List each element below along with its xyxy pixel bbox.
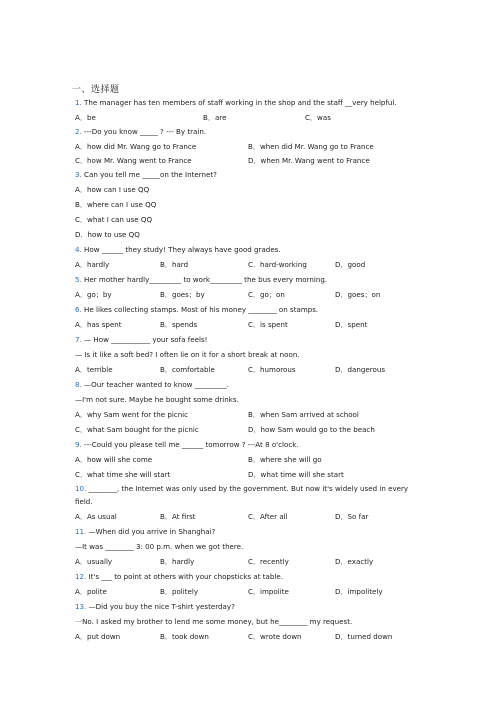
question-number: 6. [75, 305, 82, 314]
question-stem: ---Do you know _____ ? --- By train. [84, 127, 207, 136]
question-number: 3. [75, 170, 82, 179]
option-d[interactable]: D．how to use QQ [75, 230, 140, 239]
option-b[interactable]: B．spends [160, 320, 198, 329]
section-title: 一、选择题 [72, 85, 120, 95]
question-number: 12. [75, 572, 87, 581]
option-b[interactable]: B．when Sam arrived at school [248, 410, 359, 419]
question-stem: He likes collecting stamps. Most of his money ________ on stamps. [84, 305, 319, 314]
option-a[interactable]: A．how can I use QQ [75, 185, 150, 194]
question-number: 7. [75, 335, 82, 344]
option-b[interactable]: B．At first [160, 512, 196, 521]
question-number: 1. [75, 98, 82, 107]
option-d[interactable]: D．impolitely [335, 587, 383, 596]
option-a[interactable]: A．how will she come [75, 455, 153, 464]
question-4 [75, 245, 281, 255]
question-number: 5. [75, 275, 82, 284]
question-stem: —Did you buy the nice T-shirt yesterday? [88, 602, 235, 611]
option-a[interactable]: A．why Sam went for the picnic [75, 410, 189, 419]
question-11 [75, 527, 215, 537]
option-b[interactable]: B．comfortable [160, 365, 215, 374]
option-d[interactable]: D．when Mr. Wang went to France [248, 156, 370, 165]
question-stem: Her mother hardly_________ to work_________ the bus every morning. [84, 275, 328, 284]
question-13-reply: 一No. I asked my brother to lend me some money, but he________ my request. [75, 617, 353, 626]
question-stem: ________, the Internet was only used by the government. But now it's widely used in every field. [75, 484, 409, 506]
question-stem: —Our teacher wanted to know _________. [84, 380, 229, 389]
question-stem: Can you tell me _____on the Internet? [84, 170, 217, 179]
question-stem: —When did you arrive in Shanghai? [88, 527, 216, 536]
option-c[interactable]: C．After all [248, 512, 288, 521]
option-a[interactable]: A．usually [75, 557, 113, 566]
option-d[interactable]: D．dangerous [335, 365, 386, 374]
option-b[interactable]: B．are [203, 113, 227, 122]
question-2 [75, 127, 206, 137]
option-b[interactable]: B．hard [160, 260, 189, 269]
option-c[interactable]: C．wrote down [248, 632, 302, 641]
question-number: 13. [75, 602, 87, 611]
question-8-reply: —I'm not sure. Maybe he bought some drinks. [75, 395, 239, 404]
option-a[interactable]: A．As usual [75, 512, 117, 521]
question-stem: It's ___ to point at others with your chopsticks at table. [88, 572, 283, 581]
question-13 [75, 602, 235, 612]
option-c[interactable]: C．humorous [248, 365, 296, 374]
question-7 [75, 335, 207, 345]
option-c[interactable]: C．is spent [248, 320, 288, 329]
option-d[interactable]: D．turned down [335, 632, 393, 641]
question-number: 2. [75, 127, 82, 136]
question-stem: How ______ they study! They always have good grades. [84, 245, 281, 254]
question-5 [75, 275, 327, 285]
option-d[interactable]: D．what time will she start [248, 470, 344, 479]
option-d[interactable]: D．goes；on [335, 290, 381, 299]
option-d[interactable]: D．So far [335, 512, 369, 521]
option-a[interactable]: A．has spent [75, 320, 122, 329]
question-number: 11. [75, 527, 87, 536]
question-number: 8. [75, 380, 82, 389]
option-a[interactable]: A．be [75, 113, 96, 122]
question-11-reply: —It was ________ 3: 00 p.m. when we got there. [75, 542, 244, 551]
question-9 [75, 440, 299, 450]
option-a[interactable]: A．put down [75, 632, 121, 641]
option-d[interactable]: D．spent [335, 320, 368, 329]
option-b[interactable]: B．where can I use QQ [75, 200, 157, 209]
option-a[interactable]: A．hardly [75, 260, 110, 269]
option-a[interactable]: A．polite [75, 587, 107, 596]
option-c[interactable]: C．how Mr. Wang went to France [75, 156, 192, 165]
question-6 [75, 305, 318, 315]
option-b[interactable]: B．where she will go [248, 455, 322, 464]
option-d[interactable]: D．how Sam would go to the beach [248, 425, 375, 434]
question-8 [75, 380, 229, 390]
option-a[interactable]: A．go；by [75, 290, 112, 299]
option-b[interactable]: B．took down [160, 632, 209, 641]
option-c[interactable]: C．recently [248, 557, 289, 566]
question-7-reply: — Is it like a soft bed? I often lie on it for a short break at noon. [75, 350, 300, 359]
option-b[interactable]: B．when did Mr. Wang go to France [248, 142, 374, 151]
option-c[interactable]: C．go；on [248, 290, 285, 299]
question-number: 9. [75, 440, 82, 449]
option-d[interactable]: D．good [335, 260, 366, 269]
option-a[interactable]: A．how did Mr. Wang go to France [75, 142, 197, 151]
option-b[interactable]: B．goes；by [160, 290, 205, 299]
option-b[interactable]: B．politely [160, 587, 199, 596]
option-a[interactable]: A．terrible [75, 365, 113, 374]
option-d[interactable]: D．exactly [335, 557, 374, 566]
option-c[interactable]: C．what I can use QQ [75, 215, 153, 224]
question-stem: — How ___________ your sofa feels! [84, 335, 208, 344]
question-stem: The manager has ten members of staff working in the shop and the staff __very helpful. [84, 98, 397, 107]
question-number: 10. [75, 484, 87, 493]
option-c[interactable]: C．what time she will start [75, 470, 171, 479]
option-c[interactable]: C．was [305, 113, 331, 122]
option-c[interactable]: C．what Sam bought for the picnic [75, 425, 199, 434]
question-12 [75, 572, 283, 582]
option-c[interactable]: C．hard-working [248, 260, 307, 269]
option-c[interactable]: C．impolite [248, 587, 289, 596]
question-3 [75, 170, 217, 180]
question-stem: ---Could you please tell me ______ tomorrow ? ---At 8 o'clock. [84, 440, 299, 449]
question-1 [75, 98, 397, 108]
question-number: 4. [75, 245, 82, 254]
question-10 [75, 482, 425, 508]
option-b[interactable]: B．hardly [160, 557, 195, 566]
